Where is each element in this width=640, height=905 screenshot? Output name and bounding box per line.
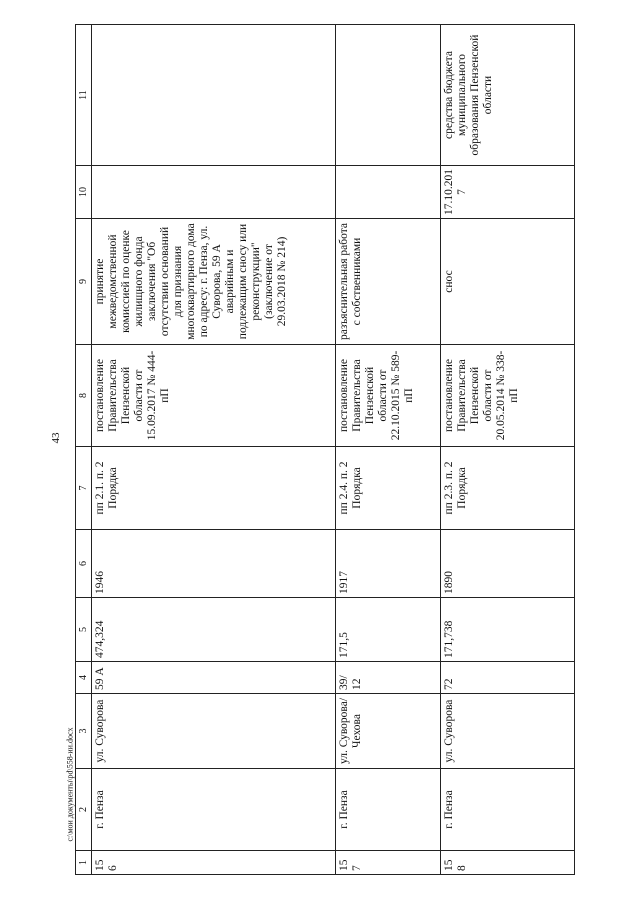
cell-street: ул. Суворова [92, 694, 336, 769]
cell-house: 39/ 12 [336, 662, 441, 694]
cell-street: ул. Суворова/ Чехова [336, 694, 441, 769]
cell-city: г. Пенза [441, 769, 575, 851]
cell-date [336, 166, 441, 219]
cell-source [336, 25, 441, 166]
cell-area: 171,5 [336, 598, 441, 662]
cell-date [92, 166, 336, 219]
cell-clause: пп 2.4. п. 2 Порядка [336, 447, 441, 530]
cell-year: 1917 [336, 530, 441, 598]
column-header: 10 [76, 166, 92, 219]
cell-street: ул. Суворова [441, 694, 575, 769]
column-header: 5 [76, 598, 92, 662]
cell-area: 474,324 [92, 598, 336, 662]
table-container [75, 25, 575, 875]
housing-table [75, 24, 575, 875]
column-header: 7 [76, 447, 92, 530]
column-header: 1 [76, 851, 92, 875]
cell-clause: пп 2.3. п. 2 Порядка [441, 447, 575, 530]
cell-basis: постановление Правительства Пензенской области от 20.05.2014 № 338-пП [441, 345, 575, 447]
cell-area: 171,738 [441, 598, 575, 662]
cell-city: г. Пенза [336, 769, 441, 851]
cell-house: 72 [441, 662, 575, 694]
cell-no: 158 [441, 851, 575, 875]
column-header: 4 [76, 662, 92, 694]
cell-date: 17.10.2017 [441, 166, 575, 219]
cell-basis: постановление Правительства Пензенской области от 15.09.2017 № 444-пП [92, 345, 336, 447]
table-row [336, 25, 441, 875]
cell-no: 156 [92, 851, 336, 875]
cell-action: разъяснительная работа с собственниками [336, 219, 441, 345]
cell-source: средства бюджета муниципального образования Пензенской области [441, 25, 575, 166]
column-header: 6 [76, 530, 92, 598]
cell-source [92, 25, 336, 166]
cell-year: 1890 [441, 530, 575, 598]
page-number: 43 [50, 432, 62, 444]
column-header: 8 [76, 345, 92, 447]
column-header: 9 [76, 219, 92, 345]
header-row [76, 25, 92, 875]
column-header: 2 [76, 769, 92, 851]
cell-action: снос [441, 219, 575, 345]
cell-no: 157 [336, 851, 441, 875]
column-header: 3 [76, 694, 92, 769]
cell-clause: пп 2.1. п. 2 Порядка [92, 447, 336, 530]
cell-city: г. Пенза [92, 769, 336, 851]
table-row [92, 25, 336, 875]
cell-house: 59 А [92, 662, 336, 694]
cell-action: принятие межведомственной комиссией по оценке жилищного фонда заключения "Об отсутствии оснований для признания многоквартирного дома по адресу: г. Пенза, ул. Суворова, 59 А аварийным и подлежащим сносу или реконструкции" (заключение от 29.03.2018 № 214) [92, 219, 336, 345]
footer-file-path: c:\мои документы\pd\558-ии.docx [65, 727, 75, 842]
table-row [441, 25, 575, 875]
cell-year: 1946 [92, 530, 336, 598]
column-header: 11 [76, 25, 92, 166]
cell-basis: постановление Правительства Пензенской области от 22.10.2015 № 589-пП [336, 345, 441, 447]
